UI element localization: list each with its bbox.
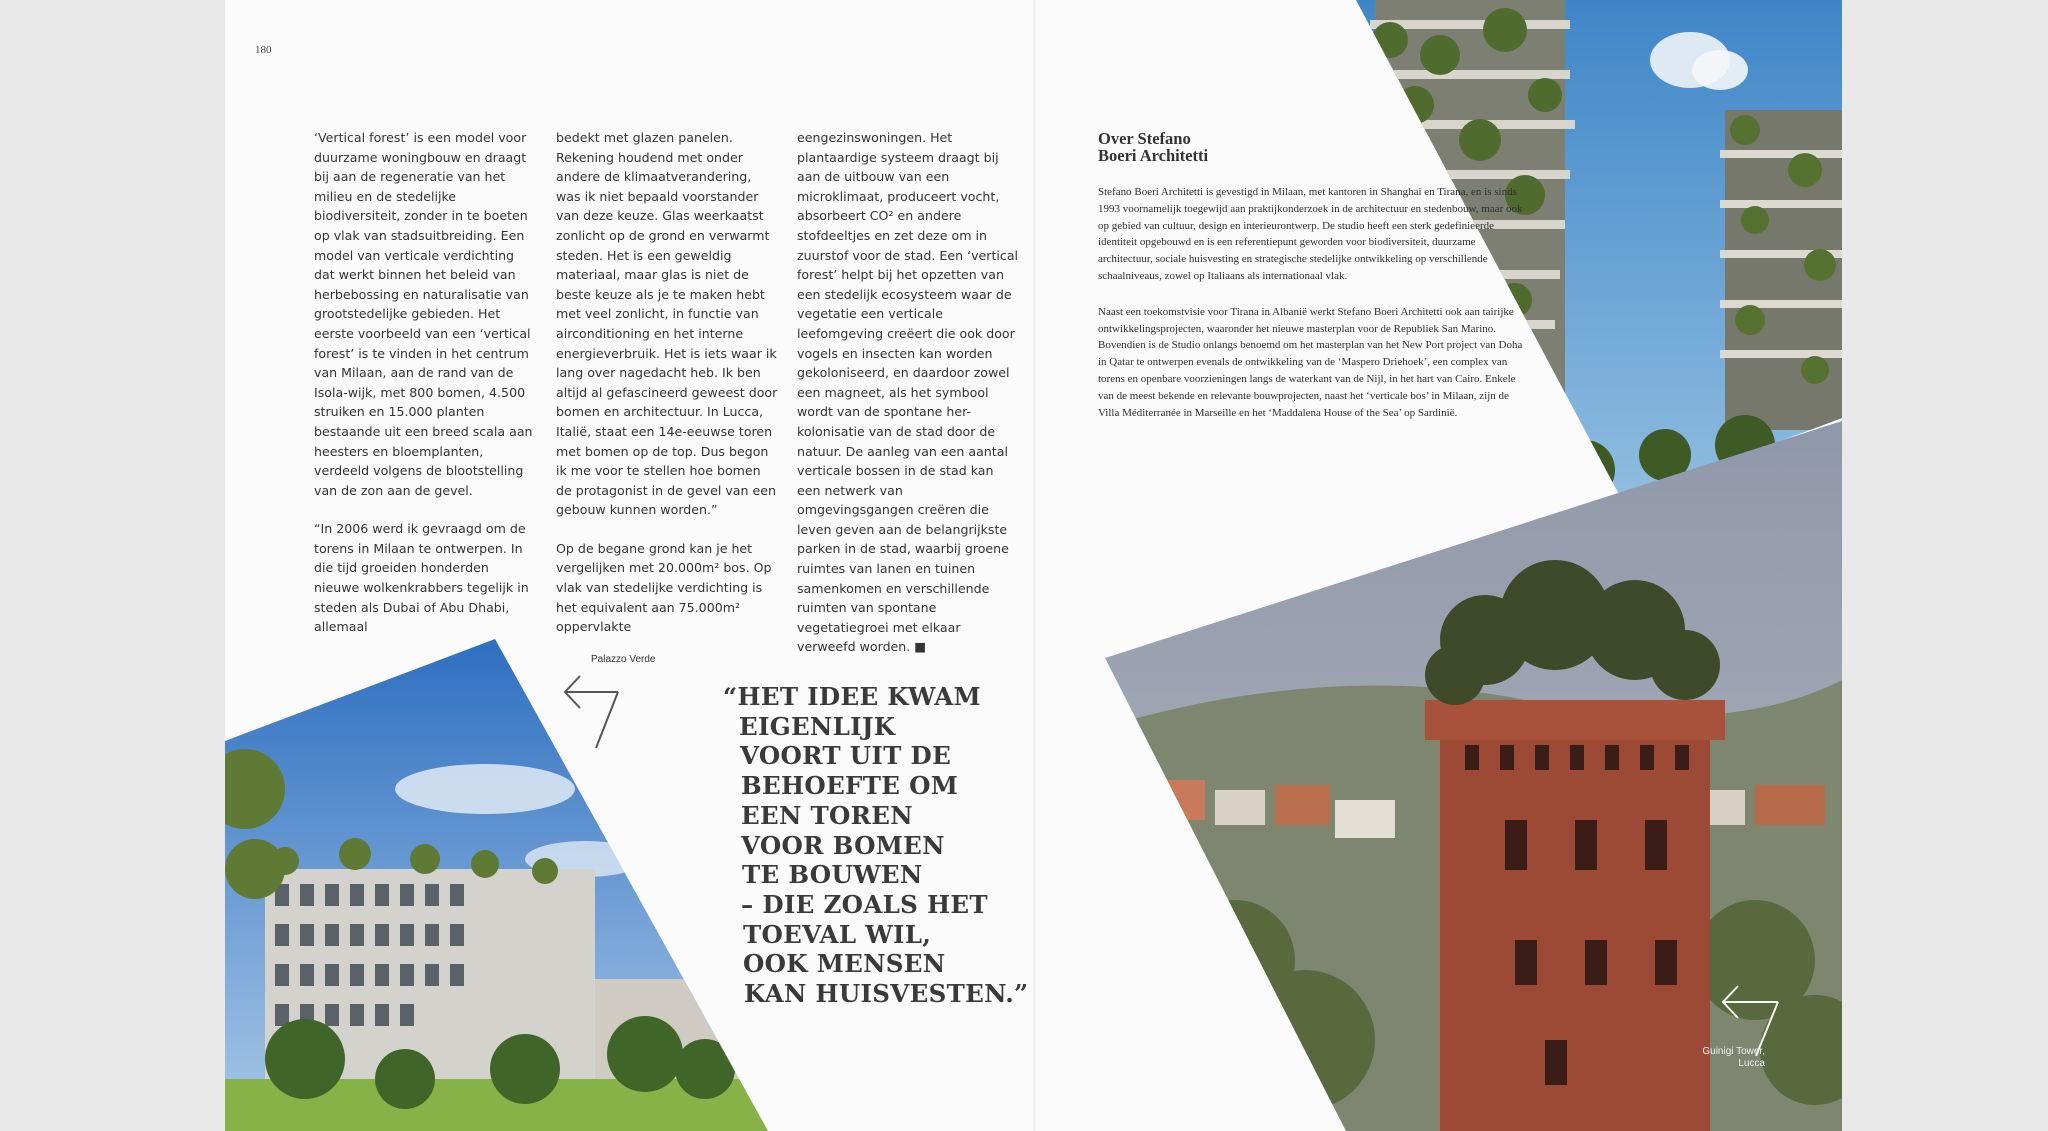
sidebar-title-line: Over Stefano: [1098, 129, 1191, 148]
caption-palazzo-verde: Palazzo Verde: [591, 654, 656, 665]
pull-quote: [723, 682, 1043, 1009]
article-paragraph: bedekt met glazen panelen. Rekening houdend met onder andere de klimaatverandering, was ik niet bepaald voorstander van deze keuze. Glas weerkaatst zonlicht op de grond en verwarmt steden. Het is een geweldig materiaal, maar glas is niet de beste keuze als je te maken hebt met veel zonlicht, in functie van airconditioning en het interne energieverbruik. Het is iets waar ik lang over nagedacht heb. Ik ben altijd al gefascineerd geweest door bomen en architectuur. In Lucca, Italië, staat een 14e-eeuwse toren met bomen op de top. Dus begon ik me voor te stellen hoe bomen de protagonist in de gevel van een gebouw kunnen worden.”: [556, 130, 778, 518]
photo-palazzo-verde: [225, 639, 785, 1131]
pull-quote-line: BEHOEFTE OM: [741, 771, 959, 801]
sidebar-about-boeri: [1098, 130, 1528, 440]
article-paragraph: “In 2006 werd ik gevraagd om de torens in Milaan te ontwerpen. In die tijd groeiden honderden nieuwe wolkenkrabbers tegelijk in steden als Dubai of Abu Dhabi, allemaal: [314, 521, 529, 635]
article-column-3: [797, 128, 1019, 676]
pull-quote-line: – DIE ZOALS HET: [741, 889, 988, 919]
page-number: 180: [255, 44, 272, 56]
sidebar-title: [1098, 130, 1528, 164]
magazine-spread: [225, 0, 1842, 1131]
sidebar-paragraph: Stefano Boeri Architetti is gevestigd in Milaan, met kantoren in Shanghai en Tirana, en is sinds 1993 voornamelijk toegewijd aan praktijkonderzoek in de architectuur en stedenbouw, maar ook op gebied van cultuur, design en interieurontwerp. De studio heeft een sterk gedefinieerde identiteit opgebouwd en is een referentiepunt geworden voor biodiversiteit, duurzame architectuur, sociale huisvesting en strategische stedelijke ontwikkeling op verschillende schaalniveaus, zowel op Italiaans als internationaal vlak.: [1098, 186, 1523, 282]
article-column-1: [314, 128, 536, 656]
article-column-2: [556, 128, 778, 656]
arrow-corner-icon: [560, 672, 622, 752]
pull-quote-line: “HET IDEE KWAM: [723, 682, 981, 711]
pull-quote-line: EIGENLIJK: [739, 711, 896, 741]
caption-line: Lucca: [1738, 1058, 1765, 1069]
sidebar-title-line: Boeri Architetti: [1098, 146, 1209, 165]
article-paragraph: Op de begane grond kan je het vergelijken met 20.000m² bos. Op vlak van stedelijke verdichting is het equivalent aan 75.000m² oppervlakte: [556, 540, 772, 635]
caption-line: Guinigi Tower,: [1702, 1046, 1765, 1057]
article-paragraph: eengezinswoningen. Het plantaardige systeem draagt bij aan de uitbouw van een microklimaat, produceert vocht, absorbeert CO² en andere stofdeeltjes en zet deze om in zuurstof voor de stad. Een ‘vertical forest’ helpt bij het opzetten van een stedelijk ecosysteem waar de vegetatie een verticale leefomgeving creëert die ook door vogels en insecten kan worden gekoloniseerd, en daardoor zowel een magneet, als het symbool wordt van de spontane her-kolonisatie van de stad door de natuur. De aanleg van een aantal verticale bossen in de stad kan een netwerk van omgevingsgangen creëren die leven geven aan de belangrijkste parken in de stad, waarbij groene ruimtes van lanen en tuinen samenkomen en verschillende ruimten van spontane vegetatiegroei met elkaar verweefd worden. ■: [797, 130, 1019, 655]
pull-quote-line: OOK MENSEN: [743, 949, 946, 979]
sidebar-paragraph: Naast een toekomstvisie voor Tirana in Albanië werkt Stefano Boeri Architetti ook aan tairijke ontwikkelingsprojecten, waaronder het nieuwe masterplan voor de Republiek San Marino. Bovendien is de Studio onlangs benoemd om het masterplan van het New Port project van Doha in Qatar te ontwerpen evenals de ontwikkeling van de ‘Maspero Driehoek’, een complex van torens en openbare voorzieningen langs de waterkant van de Nijl, in het hart van Cairo. Enkele van de meest bekende en relevante bouwprojecten, naast het ‘verticale bos’ in Milaan, zijn de Villa Méditerranée in Marseille en het ‘Maddalena House of the Sea’ op Sardinië.: [1098, 305, 1523, 419]
pull-quote-line: VOORT UIT DE: [740, 741, 952, 771]
pull-quote-line: TOEVAL WIL,: [743, 919, 932, 949]
article-paragraph: ‘Vertical forest’ is een model voor duurzame woningbouw en draagt bij aan de regeneratie van het milieu en de stedelijke biodiversiteit, zonder in te boeten op vlak van stadsuitbreiding. Een model van verticale verdichting dat werkt binnen het beleid van herbebossing en naturalisatie van grootstedelijke gebieden. Het eerste voorbeeld van een ‘vertical forest’ is te vinden in het centrum van Milaan, aan de rand van de Isola-wijk, met 800 bomen, 4.500 struiken en 15.000 planten bestaande uit een breed scala aan heesters en bloemplanten, verdeeld volgens de blootstelling van de zon aan de gevel.: [314, 130, 533, 498]
caption-guinigi-tower: [1665, 1046, 1765, 1070]
pull-quote-line: TE BOUWEN: [742, 860, 923, 890]
pull-quote-line: EEN TOREN: [741, 800, 913, 830]
pull-quote-line: VOOR BOMEN: [741, 830, 945, 860]
pull-quote-line: KAN HUISVESTEN.”: [744, 979, 1029, 1009]
